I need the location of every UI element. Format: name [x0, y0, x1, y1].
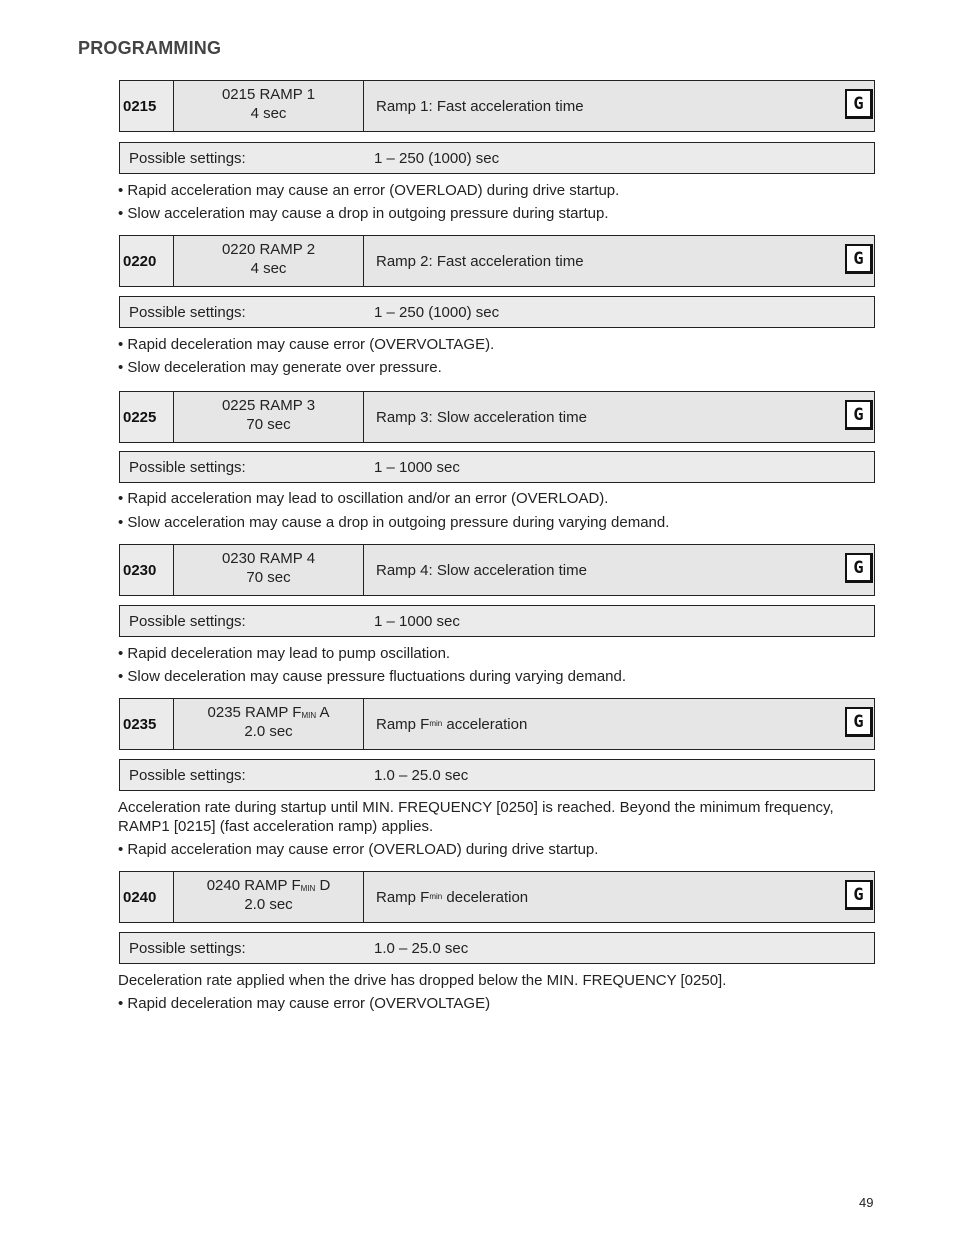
desc-suffix: acceleration	[442, 715, 528, 733]
param-default: 4 sec	[250, 260, 287, 277]
param-name	[174, 392, 364, 442]
note-bullet: • Rapid deceleration may cause error (OVERVOLTAGE).	[118, 336, 495, 353]
param-default: 70 sec	[246, 569, 291, 586]
note-bullet: • Rapid acceleration may cause an error (OVERLOAD) during drive startup.	[118, 182, 620, 199]
param-name-prefix: 0240 RAMP F	[206, 877, 301, 894]
param-name-line1: 0230 RAMP 4	[221, 550, 316, 567]
param-row-0220	[119, 235, 875, 287]
settings-value: 1 – 1000 sec	[374, 612, 460, 630]
group-badge: G	[845, 89, 873, 119]
settings-value: 1.0 – 25.0 sec	[374, 939, 469, 957]
param-name-prefix: 0235 RAMP F	[207, 704, 302, 721]
param-code: 0225	[120, 392, 174, 442]
param-code: 0220	[120, 236, 174, 286]
page-number: 49	[859, 1195, 874, 1210]
param-code: 0240	[120, 872, 174, 922]
param-description: Ramp 3: Slow acceleration time	[376, 408, 587, 426]
group-badge: G	[845, 400, 873, 430]
note-bullet: • Slow acceleration may cause a drop in outgoing pressure during startup.	[118, 205, 609, 222]
note-bullet: • Rapid deceleration may cause error (OVERVOLTAGE)	[118, 995, 491, 1012]
note-bullet: • Slow deceleration may generate over pressure.	[118, 359, 442, 376]
possible-settings-0225	[119, 451, 875, 483]
param-default: 70 sec	[246, 416, 291, 433]
param-row-0240	[119, 871, 875, 923]
possible-settings-0215	[119, 142, 875, 174]
settings-value: 1.0 – 25.0 sec	[374, 766, 469, 784]
possible-settings-0240	[119, 932, 875, 964]
group-badge: G	[845, 707, 873, 737]
desc-prefix: Ramp F	[376, 888, 430, 906]
settings-value: 1 – 1000 sec	[374, 458, 460, 476]
settings-label: Possible settings:	[129, 149, 246, 167]
param-default: 4 sec	[250, 105, 287, 122]
param-name-line1: 0225 RAMP 3	[221, 397, 316, 414]
param-name	[174, 545, 364, 595]
param-description: Ramp 1: Fast acceleration time	[376, 97, 584, 115]
note-paragraph: Acceleration rate during startup until MIN. FREQUENCY [0250] is reached. Beyond the minimum frequency, RAMP1 [0215] (fast acceleration ramp) applies.	[118, 799, 834, 835]
settings-label: Possible settings:	[129, 612, 246, 630]
note-bullet: • Rapid deceleration may lead to pump oscillation.	[118, 645, 451, 662]
settings-label: Possible settings:	[129, 939, 246, 957]
possible-settings-0220	[119, 296, 875, 328]
possible-settings-0235	[119, 759, 875, 791]
param-row-0230	[119, 544, 875, 596]
param-row-0235	[119, 698, 875, 750]
param-description: Ramp F min acceleration	[376, 715, 528, 733]
param-code: 0230	[120, 545, 174, 595]
group-badge: G	[845, 244, 873, 274]
settings-label: Possible settings:	[129, 458, 246, 476]
param-name-line1: 0215 RAMP 1	[221, 86, 316, 103]
settings-value: 1 – 250 (1000) sec	[374, 303, 500, 321]
desc-suffix: deceleration	[442, 888, 529, 906]
page-title: PROGRAMMING	[78, 38, 222, 58]
note-bullet: • Slow acceleration may cause a drop in outgoing pressure during varying demand.	[118, 514, 670, 531]
note-bullet: • Rapid acceleration may cause error (OVERLOAD) during drive startup.	[118, 841, 599, 858]
param-name-subscript: MIN	[300, 884, 316, 893]
note-bullet: • Rapid acceleration may lead to oscillation and/or an error (OVERLOAD).	[118, 490, 609, 507]
param-name	[174, 236, 364, 286]
param-name-subscript: MIN	[301, 711, 317, 720]
group-badge: G	[845, 553, 873, 583]
note-paragraph: Deceleration rate applied when the drive has dropped below the MIN. FREQUENCY [0250].	[118, 972, 727, 989]
possible-settings-0230	[119, 605, 875, 637]
param-code: 0235	[120, 699, 174, 749]
param-name-suffix: A	[316, 704, 330, 721]
param-description: Ramp F min deceleration	[376, 888, 529, 906]
param-name	[174, 699, 364, 749]
param-name-line1	[208, 703, 330, 722]
settings-value: 1 – 250 (1000) sec	[374, 149, 500, 167]
param-name	[174, 81, 364, 131]
group-badge: G	[845, 880, 873, 910]
param-default: 2.0 sec	[244, 723, 293, 740]
param-name-line1	[207, 876, 331, 895]
settings-label: Possible settings:	[129, 303, 246, 321]
param-description: Ramp 4: Slow acceleration time	[376, 561, 587, 579]
param-name-suffix: D	[315, 877, 331, 894]
param-code: 0215	[120, 81, 174, 131]
settings-label: Possible settings:	[129, 766, 246, 784]
param-row-0215	[119, 80, 875, 132]
param-row-0225	[119, 391, 875, 443]
param-description: Ramp 2: Fast acceleration time	[376, 252, 584, 270]
note-bullet: • Slow deceleration may cause pressure fluctuations during varying demand.	[118, 668, 627, 685]
param-name	[174, 872, 364, 922]
param-default: 2.0 sec	[244, 896, 293, 913]
desc-prefix: Ramp F	[376, 715, 430, 733]
param-name-line1: 0220 RAMP 2	[221, 241, 316, 258]
